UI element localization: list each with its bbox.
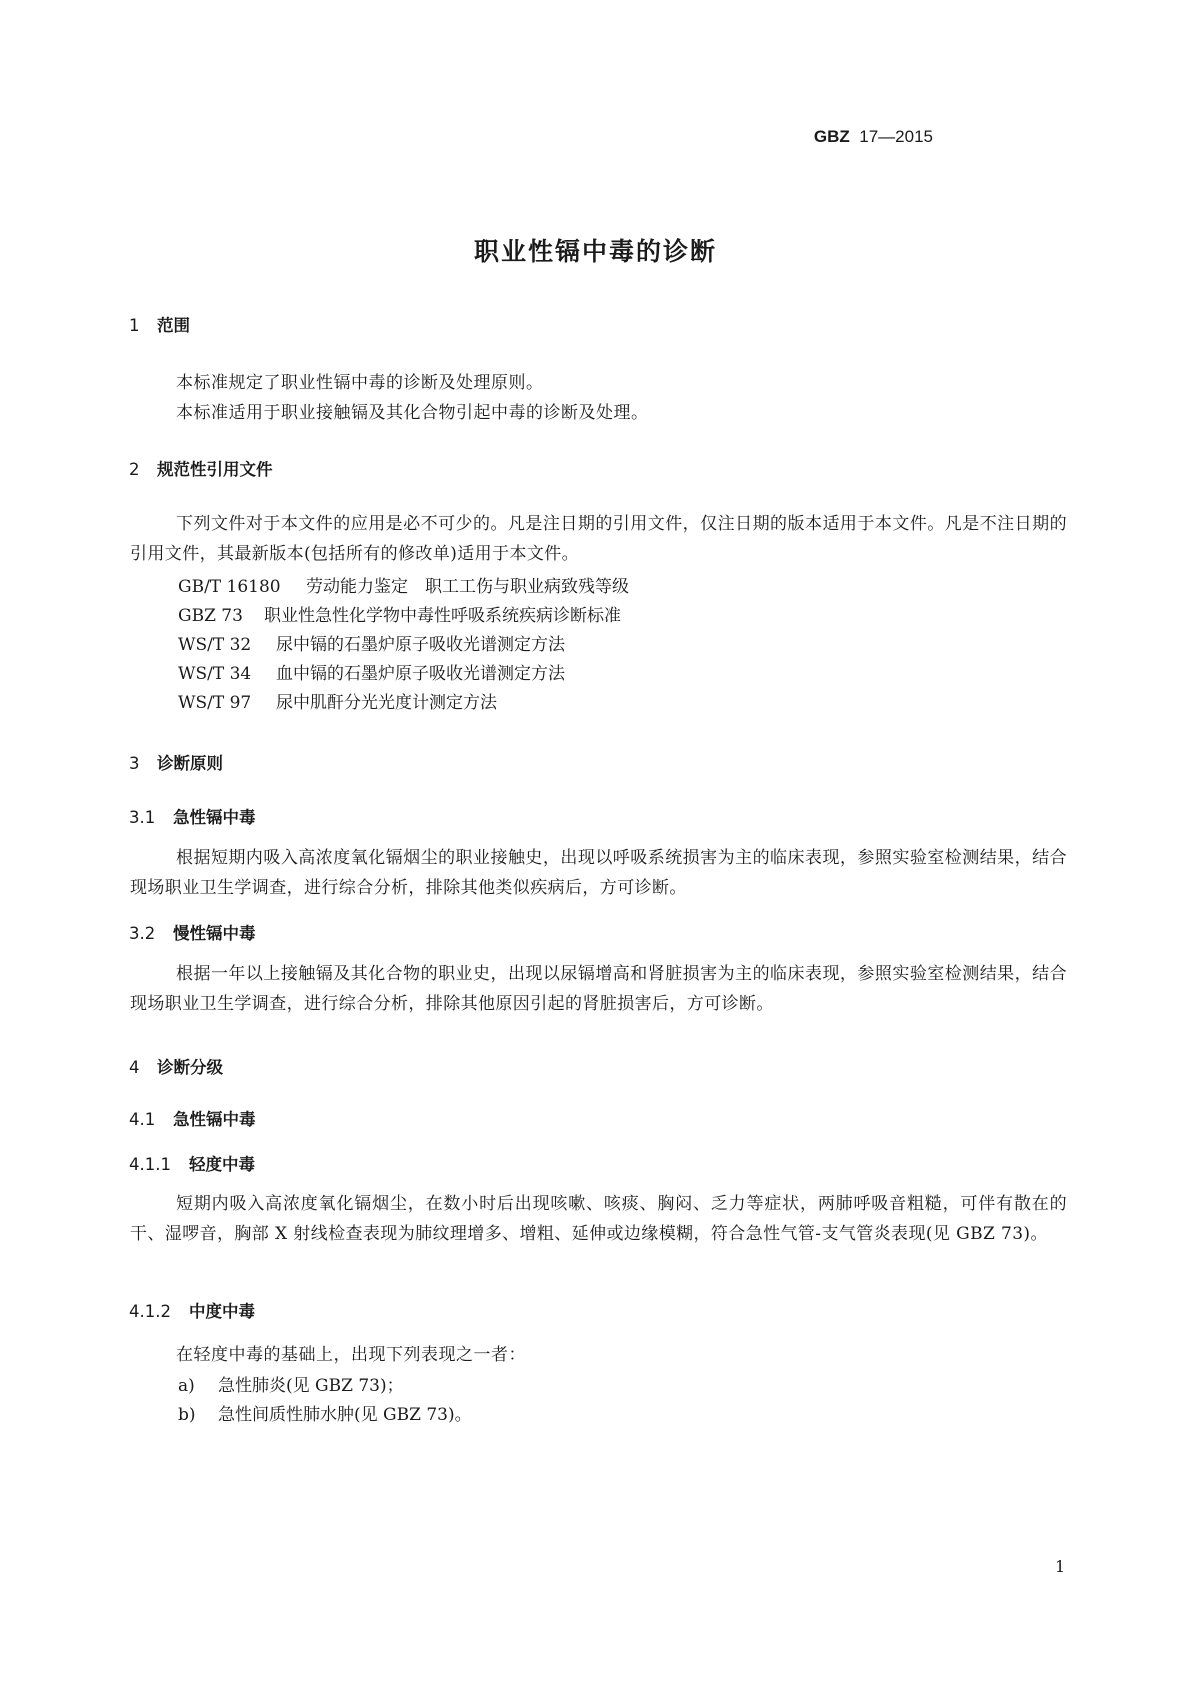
section-number: 4	[129, 1058, 140, 1077]
reference-title: 劳动能力鉴定 职工工伤与职业病致残等级	[306, 577, 629, 597]
section-1-paragraph-2: 本标准适用于职业接触镉及其化合物引起中毒的诊断及处理。	[176, 403, 649, 423]
list-label: b)	[178, 1405, 196, 1425]
section-title: 诊断分级	[157, 1058, 223, 1077]
section-title: 轻度中毒	[189, 1155, 255, 1174]
reference-item	[178, 659, 565, 684]
page-number: 1	[1055, 1557, 1066, 1576]
section-4-1-1-text: 短期内吸入高浓度氧化镉烟尘，在数小时后出现咳嗽、咳痰、胸闷、乏力等症状，两肺呼吸音粗糙，可伴有散在的干、湿啰音，胸部 X 射线检查表现为肺纹理增多、增粗、延伸或边缘模糊，符合急性气管-支气管炎表现(见 GBZ 73)。	[130, 1194, 1067, 1244]
list-text: 急性间质性肺水肿(见 GBZ 73)。	[218, 1405, 472, 1425]
reference-item	[178, 601, 621, 626]
section-title: 规范性引用文件	[157, 460, 273, 479]
reference-title: 尿中肌酐分光光度计测定方法	[276, 693, 497, 713]
section-number: 4.1.2	[129, 1302, 171, 1321]
list-item-b	[178, 1400, 472, 1425]
section-4-1-1-heading	[129, 1151, 255, 1175]
reference-title: 血中镉的石墨炉原子吸收光谱测定方法	[276, 664, 565, 684]
section-4-heading	[129, 1054, 223, 1078]
section-2-heading	[129, 456, 273, 480]
section-title: 范围	[157, 316, 190, 335]
section-title: 急性镉中毒	[173, 808, 256, 827]
reference-title: 职业性急性化学物中毒性呼吸系统疾病诊断标准	[264, 606, 621, 626]
section-number: 3.2	[129, 924, 156, 943]
standard-number	[814, 127, 933, 147]
section-1-heading	[129, 312, 190, 336]
section-3-1-heading	[129, 804, 256, 828]
section-4-1-2-intro: 在轻度中毒的基础上，出现下列表现之一者：	[176, 1345, 526, 1365]
reference-item	[178, 572, 629, 597]
section-title: 急性镉中毒	[173, 1110, 256, 1129]
section-number: 2	[129, 460, 140, 479]
standard-prefix: GBZ	[813, 127, 850, 146]
section-title: 诊断原则	[157, 754, 223, 773]
section-3-heading	[129, 750, 223, 774]
reference-code: WS/T 97	[178, 693, 252, 713]
reference-code: GB/T 16180	[178, 577, 281, 597]
section-number: 3.1	[129, 808, 156, 827]
reference-code: WS/T 32	[178, 635, 252, 655]
reference-item	[178, 630, 565, 655]
section-3-2-text: 根据一年以上接触镉及其化合物的职业史，出现以尿镉增高和肾脏损害为主的临床表现，参照实验室检测结果，结合现场职业卫生学调查，进行综合分析，排除其他原因引起的肾脏损害后，方可诊断。	[130, 964, 1067, 1014]
reference-code: GBZ 73	[178, 606, 243, 626]
reference-title: 尿中镉的石墨炉原子吸收光谱测定方法	[276, 635, 565, 655]
section-2-intro: 下列文件对于本文件的应用是必不可少的。凡是注日期的引用文件，仅注日期的版本适用于本文件。凡是不注日期的引用文件，其最新版本(包括所有的修改单)适用于本文件。	[130, 514, 1067, 564]
section-number: 4.1.1	[129, 1155, 171, 1174]
section-number: 3	[129, 754, 140, 773]
section-3-2-heading	[129, 920, 256, 944]
list-item-a	[178, 1371, 404, 1396]
list-text: 急性肺炎(见 GBZ 73)；	[218, 1376, 404, 1396]
list-label: a)	[178, 1376, 195, 1396]
document-title: 职业性镉中毒的诊断	[473, 237, 717, 266]
reference-code: WS/T 34	[178, 664, 252, 684]
section-4-1-2-heading	[129, 1298, 255, 1322]
section-3-1-text: 根据短期内吸入高浓度氧化镉烟尘的职业接触史，出现以呼吸系统损害为主的临床表现，参照实验室检测结果，结合现场职业卫生学调查，进行综合分析，排除其他类似疾病后，方可诊断。	[130, 848, 1067, 898]
reference-item	[178, 688, 497, 713]
section-4-1-heading	[129, 1106, 256, 1130]
standard-code: 17—2015	[859, 127, 933, 146]
section-1-paragraph-1: 本标准规定了职业性镉中毒的诊断及处理原则。	[176, 373, 544, 393]
section-title: 慢性镉中毒	[173, 924, 256, 943]
section-title: 中度中毒	[189, 1302, 255, 1321]
section-number: 4.1	[129, 1110, 156, 1129]
section-number: 1	[129, 316, 140, 335]
